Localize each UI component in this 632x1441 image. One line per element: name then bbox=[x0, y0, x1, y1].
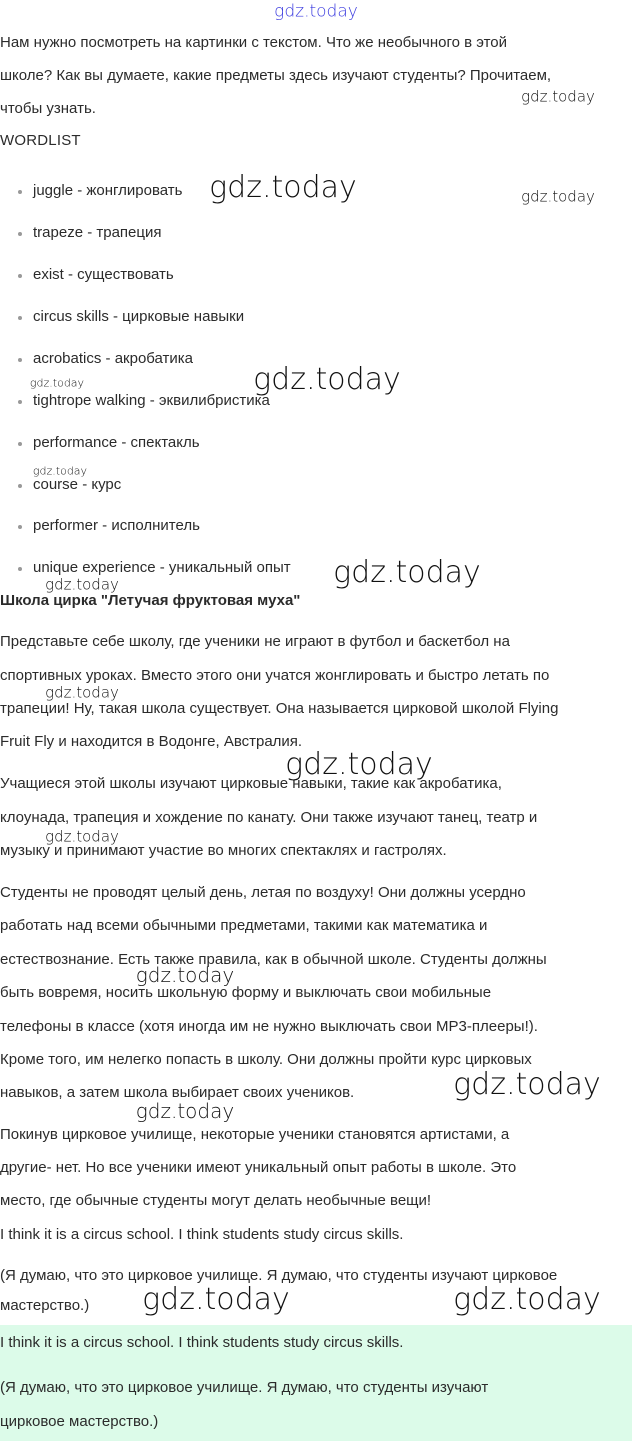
watermark: gdz.today bbox=[453, 1067, 601, 1102]
wordlist-item: course - курс bbox=[33, 476, 122, 493]
paragraph-line: навыков, а затем школа выбирает своих учеников. bbox=[0, 1084, 355, 1101]
bullet-icon bbox=[18, 190, 22, 194]
watermark: gdz.today bbox=[253, 362, 401, 397]
paragraph-line: трапеции! Ну, такая школа существует. Она называется цирковой школой Flying bbox=[0, 700, 559, 717]
watermark: gdz.today bbox=[333, 555, 481, 590]
watermark: gdz.today bbox=[135, 1099, 235, 1123]
bullet-icon bbox=[18, 525, 22, 529]
answer-line: I think it is a circus school. I think students study circus skills. bbox=[0, 1226, 404, 1243]
wordlist-item: trapeze - трапеция bbox=[33, 224, 162, 241]
paragraph-line: спортивных уроках. Вместо этого они учатся жонглировать и быстро летать по bbox=[0, 667, 550, 684]
watermark: gdz.today bbox=[209, 170, 357, 205]
watermark: gdz.today bbox=[521, 187, 595, 206]
watermark: gdz.today bbox=[274, 1, 358, 22]
paragraph-line: место, где обычные студенты могут делать необычные вещи! bbox=[0, 1192, 432, 1209]
paragraph-line: Fruit Fly и находится в Водонге, Австралия. bbox=[0, 733, 303, 750]
wordlist-item: performer - исполнитель bbox=[33, 517, 200, 534]
paragraph-line: Учащиеся этой школы изучают цирковые навыки, такие как акробатика, bbox=[0, 775, 502, 792]
paragraph-line: телефоны в классе (хотя иногда им не нужно выключать свои MP3-плееры!). bbox=[0, 1018, 538, 1035]
paragraph-line: Покинув цирковое училище, некоторые ученики становятся артистами, а bbox=[0, 1126, 510, 1143]
wordlist-item: tightrope walking - эквилибристика bbox=[33, 392, 270, 409]
wordlist-item: unique experience - уникальный опыт bbox=[33, 559, 291, 576]
intro-line: Нам нужно посмотреть на картинки с текстом. Что же необычного в этой bbox=[0, 34, 508, 51]
watermark: gdz.today bbox=[142, 1282, 290, 1317]
watermark: gdz.today bbox=[45, 575, 119, 594]
bullet-icon bbox=[18, 567, 22, 571]
highlight-answer-line: (Я думаю, что это цирковое училище. Я думаю, что студенты изучают bbox=[0, 1379, 489, 1396]
watermark: gdz.today bbox=[32, 464, 88, 478]
answer-line: мастерство.) bbox=[0, 1297, 90, 1314]
wordlist-item: performance - спектакль bbox=[33, 434, 200, 451]
watermark: gdz.today bbox=[29, 376, 85, 390]
watermark: gdz.today bbox=[45, 827, 119, 846]
paragraph-line: Кроме того, им нелегко попасть в школу. Они должны пройти курс цирковых bbox=[0, 1051, 532, 1068]
paragraph-line: работать над всеми обычными предметами, такими как математика и bbox=[0, 917, 488, 934]
highlight-answer-line: I think it is a circus school. I think students study circus skills. bbox=[0, 1334, 404, 1351]
wordlist-item: juggle - жонглировать bbox=[33, 182, 183, 199]
highlight-answer-line: цирковое мастерство.) bbox=[0, 1413, 159, 1430]
watermark: gdz.today bbox=[285, 747, 433, 782]
bullet-icon bbox=[18, 484, 22, 488]
bullet-icon bbox=[18, 316, 22, 320]
paragraph-line: Студенты не проводят целый день, летая по воздуху! Они должны усердно bbox=[0, 884, 526, 901]
bullet-icon bbox=[18, 400, 22, 404]
watermark: gdz.today bbox=[521, 87, 595, 106]
bullet-icon bbox=[18, 274, 22, 278]
answer-line: (Я думаю, что это цирковое училище. Я думаю, что студенты изучают цирковое bbox=[0, 1267, 558, 1284]
intro-line: школе? Как вы думаете, какие предметы здесь изучают студенты? Прочитаем, bbox=[0, 67, 552, 84]
wordlist-item: exist - существовать bbox=[33, 266, 174, 283]
watermark: gdz.today bbox=[45, 683, 119, 702]
intro-line: чтобы узнать. bbox=[0, 100, 96, 117]
wordlist-item: circus skills - цирковые навыки bbox=[33, 308, 245, 325]
article-title: Школа цирка "Летучая фруктовая муха" bbox=[0, 592, 301, 609]
bullet-icon bbox=[18, 358, 22, 362]
bullet-icon bbox=[18, 232, 22, 236]
wordlist-item: acrobatics - акробатика bbox=[33, 350, 194, 367]
paragraph-line: быть вовремя, носить школьную форму и выключать свои мобильные bbox=[0, 984, 492, 1001]
bullet-icon bbox=[18, 442, 22, 446]
wordlist-title: WORDLIST bbox=[0, 132, 81, 149]
watermark: gdz.today bbox=[453, 1282, 601, 1317]
paragraph-line: естествознание. Есть также правила, как в обычной школе. Студенты должны bbox=[0, 951, 547, 968]
paragraph-line: Представьте себе школу, где ученики не играют в футбол и баскетбол на bbox=[0, 633, 510, 650]
paragraph-line: музыку и принимают участие во многих спектаклях и гастролях. bbox=[0, 842, 447, 859]
paragraph-line: другие- нет. Но все ученики имеют уникальный опыт работы в школе. Это bbox=[0, 1159, 517, 1176]
watermark: gdz.today bbox=[135, 963, 235, 987]
paragraph-line: клоунада, трапеция и хождение по канату. Они также изучают танец, театр и bbox=[0, 809, 538, 826]
